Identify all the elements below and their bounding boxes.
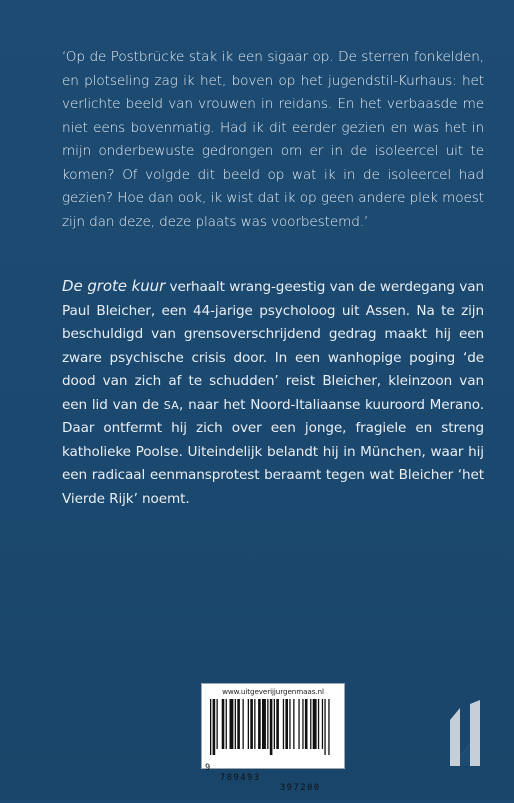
barcode-bar xyxy=(293,699,294,749)
barcode-bar xyxy=(217,699,218,749)
barcode-bar xyxy=(283,699,284,749)
barcode-bar xyxy=(258,699,261,749)
barcode-bar xyxy=(243,699,244,749)
barcode-bar xyxy=(235,699,236,749)
description-text-part-2: , naar het Noord-Italiaanse kuuroord Merano. Daar ontfermt hij zich over een jonge, fragiele en streng katholieke Poolse. Uiteindelijk belandt hij in München, waar hij een radicaal eenmansprotest beraamt tegen wat Bleicher ‘het Vierde Rijk’ noemt. xyxy=(62,396,484,507)
barcode-bar xyxy=(226,699,227,749)
barcode-bar xyxy=(276,699,279,749)
barcode-bar xyxy=(213,699,216,755)
barcode-bar xyxy=(313,699,317,749)
barcode-bar xyxy=(318,699,319,749)
publisher-logo-icon xyxy=(446,700,488,766)
publisher-url: www.uitgeverijjurgenmaas.nl xyxy=(222,687,324,696)
barcode-bar xyxy=(230,699,234,749)
description-text-part-1: verhaalt wrang-geestig van de werdegang van Paul Bleicher, een 44-jarige psycholoog uit Assen. Na te zijn beschuldigd van grensoverschrijdend gedrag maakt hij een zware psychische crisis door. In een wanhopige poging ‘de dood van zich af te schudden’ reist Bleicher, kleinzoon van een lid van de xyxy=(62,279,484,413)
isbn-group-2: 397200 xyxy=(280,783,321,793)
book-title: De grote kuur xyxy=(62,277,166,295)
barcode-bar xyxy=(250,699,253,749)
barcode-bar xyxy=(210,699,211,755)
barcode-bar xyxy=(267,699,268,749)
barcode-bar xyxy=(305,699,308,749)
barcode-bar xyxy=(237,699,240,749)
barcode-bar xyxy=(248,699,249,749)
barcode-bar xyxy=(254,699,255,749)
barcode-bar xyxy=(302,699,303,749)
barcode-bar xyxy=(310,699,311,749)
barcode-bar xyxy=(289,699,290,749)
isbn-barcode xyxy=(201,683,345,793)
barcode-bar xyxy=(324,699,325,755)
barcode-bar xyxy=(298,699,299,749)
barcode-bar xyxy=(262,699,266,749)
barcode-bar xyxy=(328,699,329,755)
barcode-bar xyxy=(274,699,275,749)
barcode-bars-icon xyxy=(210,699,336,755)
abbreviation-sa: SA xyxy=(163,398,180,412)
excerpt-quote: ‘Op de Postbrücke stak ik een sigaar op. De sterren fonkelden, en plotseling zag ik het, boven op het jugendstil-Kurhaus: het verlichte beeld van vrouwen in reidans. En het verbaasde me niet eens bovenmatig. Had ik dit eerder gezien en was het in mijn onderbewuste gedrongen om er in de isoleercel uit te komen? Of volgde dit beeld op wat ik in de isoleercel had gezien? Hoe dan ook, ik wist dat ik op geen andere plek moest zijn dan deze, deze plaats was voorbestemd.’ xyxy=(62,49,484,230)
barcode-bar xyxy=(270,699,273,755)
book-description xyxy=(62,275,484,511)
isbn-group-1: 789493 xyxy=(220,773,261,783)
isbn-digits xyxy=(202,753,344,803)
barcode-bar xyxy=(285,699,288,749)
barcode-bar xyxy=(222,699,225,749)
isbn-lead-digit: 9 xyxy=(205,763,211,773)
barcode-bar xyxy=(322,699,323,749)
